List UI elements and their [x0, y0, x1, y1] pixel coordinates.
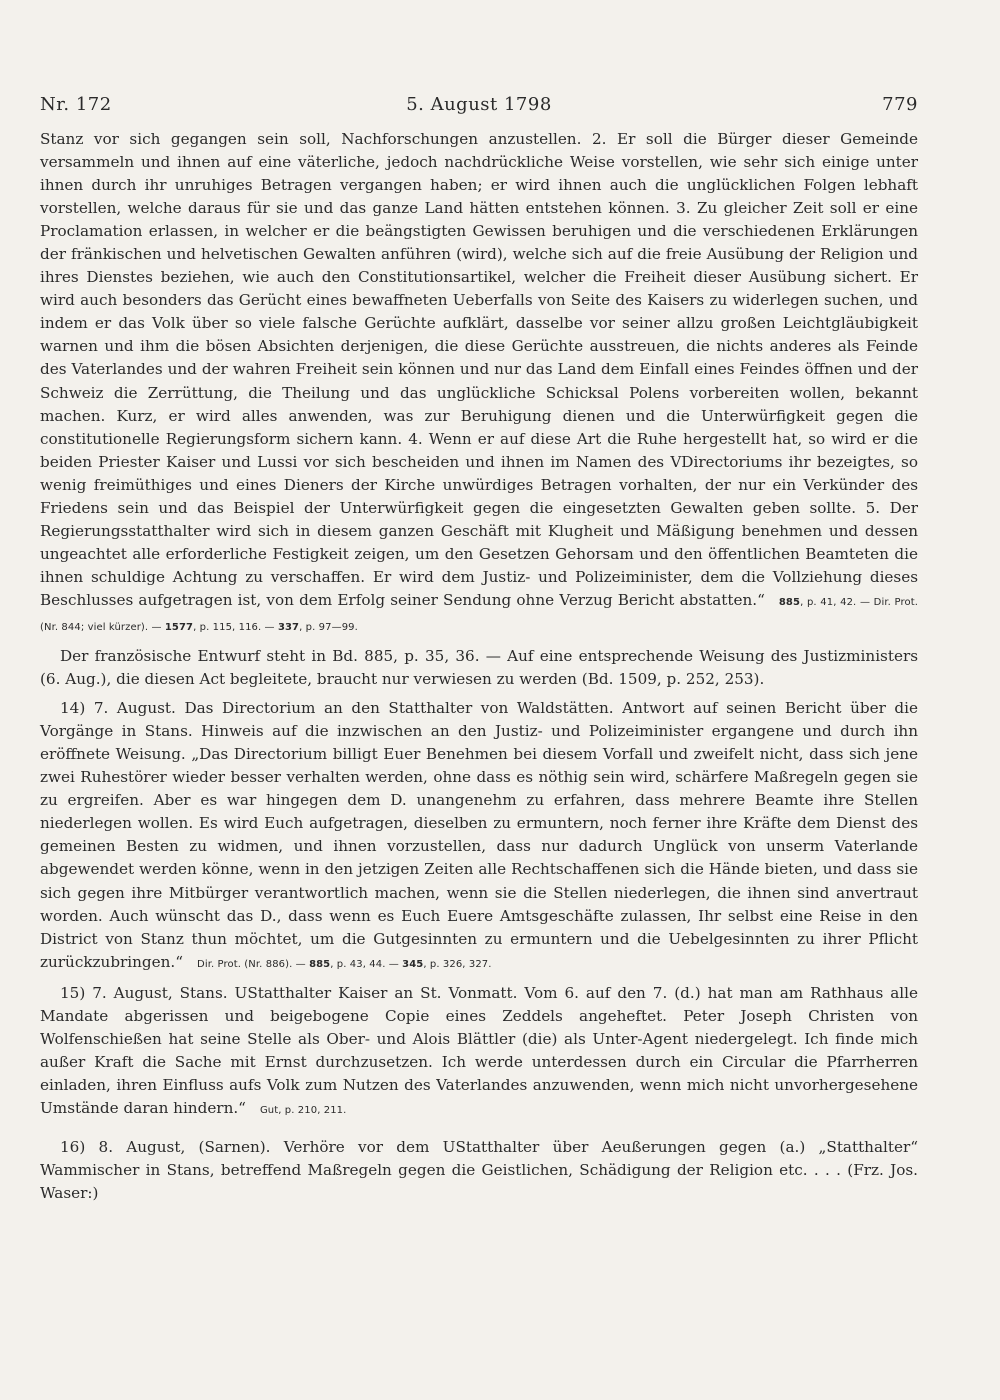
- entry-15: [40, 982, 918, 1122]
- entry-14: [40, 697, 918, 976]
- source-citation: Gut, p. 210, 211.: [259, 1104, 347, 1116]
- paragraph-text: 14) 7. August. Das Directorium an den Statthalter von Waldstätten. Antwort auf seinen Bericht über die Vorgänge in Stans. Hinweis auf die inzwischen an den Justiz- und Polizeiminister ergangene und durch ihn eröffnete Weisung. „Das Directorium billigt Euer Benehmen bei diesem Vorfall und zweifelt nicht, dass sich jene zwei Ruhestörer wieder besser verhalten werden, ohne dass es nöthig sein wird, schärfere Maßregeln gegen sie zu ergreifen. Aber es war hingegen dem D. unangenehm zu erfahren, dass mehrere Beamte ihre Stellen niederlegen wollen. Es wird Euch aufgetragen, dieselben zu ermuntern, noch ferner ihre Kräfte dem Dienst des gemeinen Besten zu widmen, und ihnen vorzustellen, dass nur dadurch Unglück von unserm Vaterlande abgewendet werden könne, wenn in den jetzigen Zeiten alle Rechtschaffenen sich die Hände bieten, und dass sie sich gegen ihre Mitbürger verantwortlich machen, wenn sie die Stellen niederlegen, die ihnen sind anvertraut worden. Auch wünscht das D., dass wenn es Euch Euere Amtsgeschäfte zulassen, Ihr selbst eine Reise in den District von Stanz thun möchtet, um die Gutgesinnten zu ermuntern und die Uebelgesinnten zu ihrer Pflicht zurückzubringen.“: [40, 699, 918, 971]
- header-date: 5. August 1798: [406, 94, 552, 115]
- paragraph-text: Stanz vor sich gegangen sein soll, Nachforschungen anzustellen. 2. Er soll die Bürger dieser Gemeinde versammeln und ihnen auf eine väterliche, jedoch nachdrückliche Weise vorstellen, wie sehr sich einige unter ihnen durch ihr unruhiges Betragen vergangen haben; er wird ihnen auch die unglücklichen Folgen lebhaft vorstellen, welche daraus für sie und das ganze Land hätten entstehen können. 3. Zu gleicher Zeit soll er eine Proclamation erlassen, in welcher er die beängstigten Gewissen beruhigen und die verschiedenen Erklärungen der fränkischen und helvetischen Gewalten anführen (wird), welche sich auf die freie Ausübung der Religion und ihres Dienstes beziehen, wie auch den Constitutionsartikel, welcher die Freiheit dieser Ausübung sichert. Er wird auch besonders das Gerücht eines bewaffneten Ueberfalls von Seite des Kaisers zu widerlegen suchen, und indem er das Volk über so viele falsche Gerüchte aufklärt, dasselbe vor seiner allzu großen Leichtgläubigkeit warnen und ihm die bösen Absichten derjenigen, die diese Gerüchte ausstreuen, die nichts anderes als Feinde des Vaterlandes und der wahren Freiheit sein können und nur das Land dem Einfall eines Feindes öffnen und der Schweiz die Zerrüttung, die Theilung und das unglückliche Schicksal Polens vorbereiten wollen, bekannt machen. Kurz, er wird alles anwenden, was zur Beruhigung dienen und die Unterwürfigkeit gegen die constitutionelle Regierungsform sichern kann. 4. Wenn er auf diese Art die Ruhe hergestellt hat, so wird er die beiden Priester Kaiser und Lussi vor sich bescheiden und ihnen im Namen des VDirectoriums ihr bezeigtes, so wenig freimüthiges und eines Dieners der Kirche unwürdiges Betragen vorhalten, der nur ein Verkünder des Friedens sein und das Beispiel der Unterwürfigkeit gegen die eingesetzten Gewalten geben sollte. 5. Der Regierungsstatthalter wird sich in diesem ganzen Geschäft mit Klugheit und Mäßigung benehmen und dessen ungeachtet alle erforderliche Festigkeit zeigen, um den Gesetzen Gehorsam und den öffentlichen Beamteten die ihnen schuldige Achtung zu verschaffen. Er wird dem Justiz- und Polizeiminister, dem die Vollziehung dieses Beschlusses aufgetragen ist, von dem Erfolg seiner Sendung ohne Verzug Bericht abstatten.“: [40, 130, 918, 609]
- paragraph-text: 15) 7. August, Stans. UStatthalter Kaiser an St. Vonmatt. Vom 6. auf den 7. (d.) hat man am Rathhaus alle Mandate abgerissen und beigebogene Copie eines Zeddels angeheftet. Peter Joseph Christen von Wolfenschießen hat seine Stelle als Ober- und Alois Blättler (die) als Unter-Agent niedergelegt. Ich finde mich außer Kraft die Sache mit Ernst durchzusetzen. Ich werde unterdessen durch ein Circular die Pfarrherren einladen, ihren Einfluss aufs Volk zum Nutzen des Vaterlandes anzuwenden, wenn mich nicht unvorhergesehene Umstände daran hindern.“: [40, 983, 918, 1117]
- paragraph-note: Der französische Entwurf steht in Bd. 885, p. 35, 36. — Auf eine entsprechende Weisung des Justizministers (6. Aug.), die diesen Act begleitete, braucht nur verwiesen zu werden (Bd. 1509, p. 252, 253).: [40, 647, 918, 689]
- entry-16: 16) 8. August, (Sarnen). Verhöre vor dem UStatthalter über Aeußerungen gegen (a.) „Statthalter“ Wammischer in Stans, betreffend Maßregeln gegen die Geistlichen, Schädigung der Religion etc. . . . (Frz. Jos. Waser:): [40, 1137, 918, 1203]
- paragraph-continuation: [40, 128, 918, 639]
- document-number: Nr. 172: [40, 94, 112, 115]
- source-citation: Dir. Prot. (Nr. 886). — 885, p. 43, 44. — 345, p. 326, 327.: [197, 958, 492, 970]
- page-number: 779: [882, 94, 918, 115]
- page-body: [40, 128, 918, 1205]
- source-citation: 885, p. 41, 42. — Dir. Prot. (Nr. 844; viel kürzer). — 1577, p. 115, 116. — 337, p. 97—99.: [40, 596, 918, 633]
- running-header: [40, 94, 918, 124]
